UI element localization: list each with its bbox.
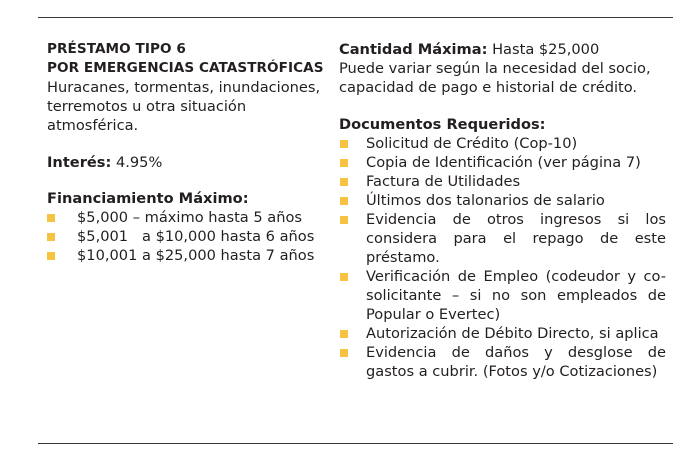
top-divider xyxy=(38,17,673,18)
financing-list xyxy=(47,208,325,265)
documents-list xyxy=(339,134,666,381)
bullet-icon xyxy=(340,216,348,224)
loan-description: Huracanes, tormentas, inundaciones, terremotos u otra situación atmosférica. xyxy=(47,79,321,134)
bullet-icon xyxy=(340,349,348,357)
document-item xyxy=(339,134,666,153)
bullet-icon xyxy=(340,330,348,338)
bullet-icon xyxy=(340,273,348,281)
requirements-column xyxy=(339,40,666,381)
financing-item-text: $10,001 a $25,000 hasta 7 años xyxy=(77,247,315,264)
document-item-text: Últimos dos talonarios de salario xyxy=(366,192,605,209)
financing-item xyxy=(47,246,325,265)
interest-label: Interés: xyxy=(47,154,112,171)
document-item-text: Factura de Utilidades xyxy=(366,173,521,190)
document-item-text: Evidencia de daños y desglose de gastos a cubrir. (Fotos y/o Cotizaciones) xyxy=(366,344,666,380)
interest-rate xyxy=(47,153,325,172)
document-item xyxy=(339,172,666,191)
loan-title-line-1: PRÉSTAMO TIPO 6 xyxy=(47,41,186,57)
document-item xyxy=(339,343,666,381)
financing-item-text: $5,000 – máximo hasta 5 años xyxy=(77,209,303,226)
document-item-text: Copia de Identificación (ver página 7) xyxy=(366,154,641,171)
max-amount-value: Hasta $25,000 xyxy=(487,41,600,58)
max-amount-label: Cantidad Máxima: xyxy=(339,41,488,58)
bullet-icon xyxy=(340,159,348,167)
bullet-icon xyxy=(340,197,348,205)
document-item-text: Verificación de Empleo (codeudor y co-solicitante – si no son empleados de Popular o Evertec) xyxy=(366,268,666,323)
bullet-icon xyxy=(47,233,55,241)
document-item xyxy=(339,267,666,324)
document-item-text: Autorización de Débito Directo, si aplica xyxy=(366,325,659,342)
interest-value: 4.95% xyxy=(111,154,163,171)
max-amount xyxy=(339,40,666,59)
financing-item xyxy=(47,208,325,227)
bullet-icon xyxy=(47,252,55,260)
financing-item xyxy=(47,227,325,246)
document-item-text: Solicitud de Crédito (Cop-10) xyxy=(366,135,578,152)
max-amount-note: Puede variar según la necesidad del socio, capacidad de pago e historial de crédito. xyxy=(339,60,651,96)
financing-item-text: $5,001 a $10,000 hasta 6 años xyxy=(77,228,315,245)
bullet-icon xyxy=(340,178,348,186)
bullet-icon xyxy=(47,214,55,222)
document-item xyxy=(339,153,666,172)
document-item xyxy=(339,210,666,267)
bullet-icon xyxy=(340,140,348,148)
document-item xyxy=(339,191,666,210)
document-item-text: Evidencia de otros ingresos si los considera para el repago de este préstamo. xyxy=(366,211,666,266)
loan-summary-column xyxy=(47,40,325,265)
document-item xyxy=(339,324,666,343)
loan-title-line-2: POR EMERGENCIAS CATASTRÓFICAS xyxy=(47,60,324,76)
documents-heading: Documentos Requeridos: xyxy=(339,116,546,133)
financing-heading: Financiamiento Máximo: xyxy=(47,190,249,207)
bottom-divider xyxy=(38,443,673,444)
